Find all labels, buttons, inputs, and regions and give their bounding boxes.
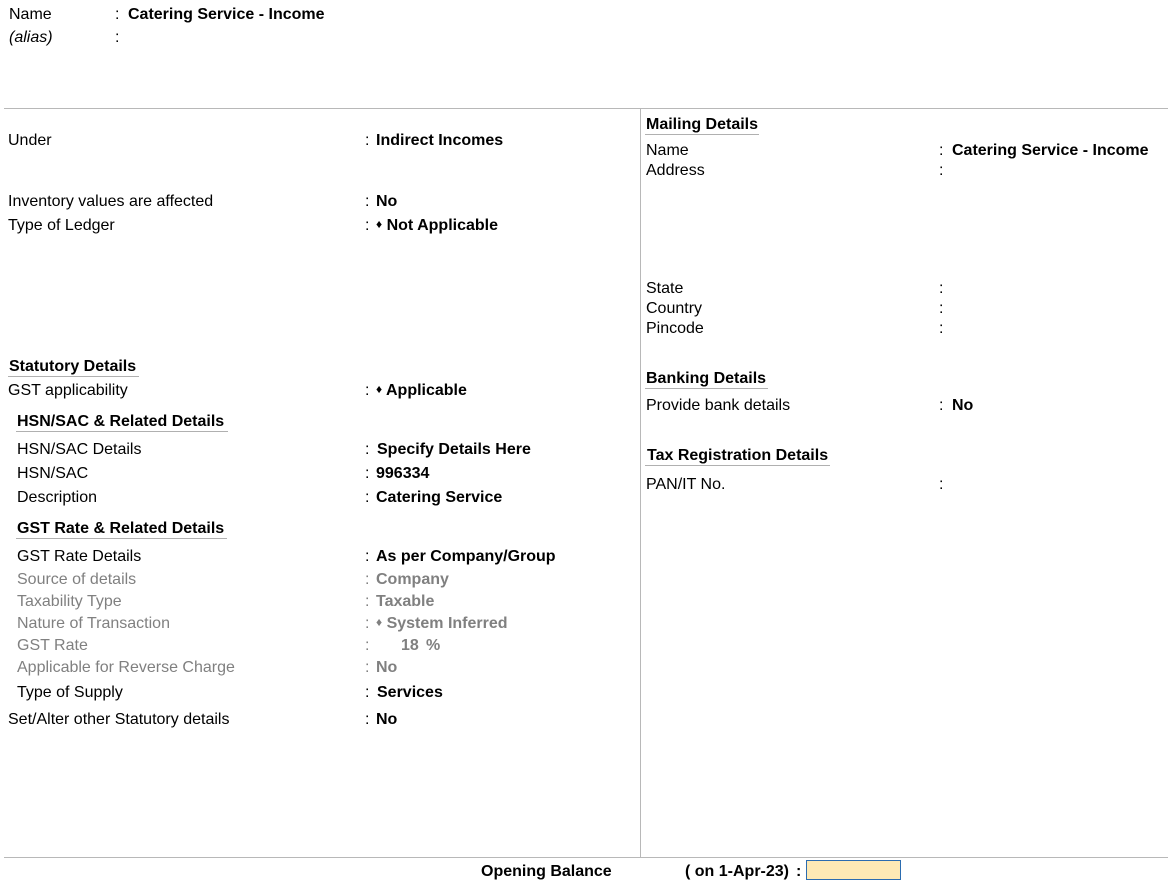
colon: : — [365, 571, 370, 588]
hsn-details-label: HSN/SAC Details — [17, 441, 142, 458]
gst-rate-value: 18 — [401, 637, 419, 654]
pincode-label: Pincode — [646, 320, 704, 337]
taxability-value: Taxable — [376, 593, 435, 610]
colon: : — [365, 711, 370, 728]
mailing-name-field[interactable]: Catering Service - Income — [952, 142, 1149, 159]
reverse-charge-value: No — [376, 659, 398, 676]
state-field[interactable] — [952, 279, 1152, 298]
hsn-field[interactable]: 996334 — [376, 465, 430, 482]
gst-rate-details-field[interactable]: As per Company/Group — [376, 548, 556, 565]
opening-balance-input[interactable] — [806, 860, 901, 880]
address-field[interactable] — [952, 161, 1152, 180]
address-label: Address — [646, 162, 705, 179]
description-label: Description — [17, 489, 98, 506]
footer-divider — [4, 857, 1168, 858]
inventory-field[interactable]: No — [376, 193, 398, 210]
tax-registration-title: Tax Registration Details — [647, 447, 829, 464]
gst-rate-label: GST Rate — [17, 637, 88, 654]
colon: : — [365, 684, 370, 701]
opening-balance-label: Opening Balance — [481, 863, 612, 880]
type-of-supply-field[interactable]: Services — [377, 684, 443, 701]
type-of-supply-label: Type of Supply — [17, 684, 123, 701]
statutory-underline — [8, 376, 139, 377]
colon: : — [365, 593, 370, 610]
reverse-charge-label: Applicable for Reverse Charge — [17, 659, 235, 676]
diamond-icon: ♦ — [376, 382, 383, 396]
hsn-label: HSN/SAC — [17, 465, 89, 482]
hsn-section-title: HSN/SAC & Related Details — [17, 413, 225, 430]
hsn-details-field[interactable]: Specify Details Here — [377, 441, 531, 458]
nature-value — [376, 614, 508, 634]
gst-rate-details-label: GST Rate Details — [17, 548, 142, 565]
gst-rate-underline — [16, 538, 227, 539]
gst-rate-unit: % — [426, 637, 441, 654]
bank-details-field[interactable]: No — [952, 397, 974, 414]
opening-balance-date: ( on 1-Apr-23) — [685, 863, 789, 880]
colon: : — [365, 637, 370, 654]
colon: : — [939, 280, 944, 297]
colon: : — [939, 162, 944, 179]
other-statutory-label: Set/Alter other Statutory details — [8, 711, 230, 728]
description-field[interactable]: Catering Service — [376, 489, 503, 506]
colon: : — [365, 489, 370, 506]
bank-details-label: Provide bank details — [646, 397, 791, 414]
tax-underline — [645, 465, 830, 466]
state-label: State — [646, 280, 684, 297]
gst-rate-section-title: GST Rate & Related Details — [17, 520, 225, 537]
country-label: Country — [646, 300, 703, 317]
gst-applicability-value: Applicable — [385, 382, 467, 399]
colon: : — [939, 397, 944, 414]
colon: : — [365, 441, 370, 458]
taxability-label: Taxability Type — [17, 593, 122, 610]
colon: : — [939, 300, 944, 317]
statutory-details-title: Statutory Details — [9, 358, 137, 375]
colon: : — [365, 217, 370, 234]
colon: : — [115, 6, 120, 23]
gst-applicability-field[interactable] — [376, 381, 467, 401]
pan-field[interactable] — [952, 475, 1152, 494]
colon: : — [365, 659, 370, 676]
pan-label: PAN/IT No. — [646, 476, 726, 493]
nature-label: Nature of Transaction — [17, 615, 170, 632]
pincode-field[interactable] — [952, 319, 1152, 338]
country-field[interactable] — [952, 299, 1152, 318]
header-divider — [4, 108, 1168, 109]
type-of-ledger-label: Type of Ledger — [8, 217, 115, 234]
diamond-icon: ♦ — [376, 217, 383, 231]
colon: : — [939, 476, 944, 493]
inventory-label: Inventory values are affected — [8, 193, 214, 210]
banking-underline — [645, 388, 768, 389]
colon: : — [365, 132, 370, 149]
source-label: Source of details — [17, 571, 137, 588]
source-value: Company — [376, 571, 449, 588]
alias-label: (alias) — [9, 29, 53, 46]
column-divider — [640, 109, 641, 857]
type-of-ledger-field[interactable] — [376, 216, 498, 236]
type-of-ledger-value: Not Applicable — [386, 217, 498, 234]
under-label: Under — [8, 132, 52, 149]
colon: : — [796, 863, 802, 880]
colon: : — [365, 465, 370, 482]
alias-field[interactable] — [128, 28, 428, 47]
hsn-underline — [16, 431, 228, 432]
colon: : — [365, 382, 370, 399]
colon: : — [939, 320, 944, 337]
mailing-details-title: Mailing Details — [646, 116, 759, 133]
colon: : — [365, 548, 370, 565]
nature-text: System Inferred — [386, 615, 508, 632]
colon: : — [365, 193, 370, 210]
banking-details-title: Banking Details — [646, 370, 767, 387]
other-statutory-field[interactable]: No — [376, 711, 398, 728]
mailing-underline — [645, 134, 759, 135]
colon: : — [365, 615, 370, 632]
gst-applicability-label: GST applicability — [8, 382, 128, 399]
mailing-name-label: Name — [646, 142, 689, 159]
diamond-icon: ♦ — [376, 615, 383, 629]
colon: : — [115, 29, 120, 46]
colon: : — [939, 142, 944, 159]
name-field[interactable]: Catering Service - Income — [128, 6, 325, 23]
name-label: Name — [9, 6, 52, 23]
under-field[interactable]: Indirect Incomes — [376, 132, 504, 149]
